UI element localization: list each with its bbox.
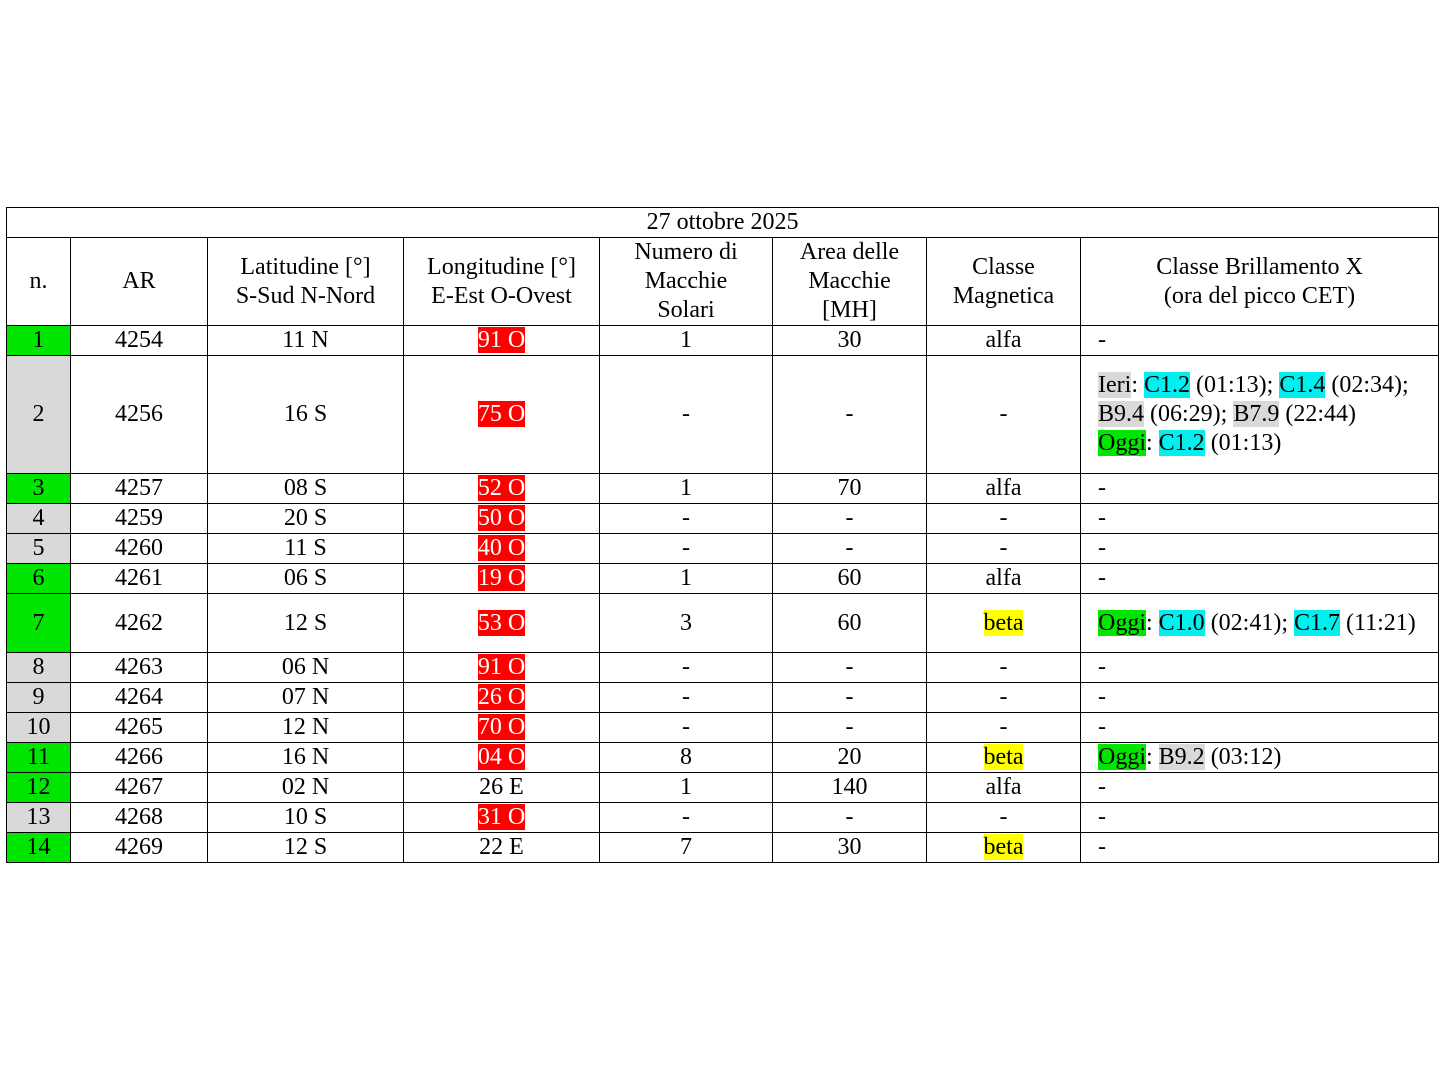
cell-spots xyxy=(600,833,773,863)
flare-line xyxy=(1098,743,1432,772)
cell-longitude-text: 19 O xyxy=(477,565,526,591)
flare-line xyxy=(1098,474,1432,503)
cell-area-text: 30 xyxy=(837,327,862,353)
flare-text: (22:44) xyxy=(1279,401,1357,427)
header-ar: AR xyxy=(71,238,208,326)
cell-area-text: 30 xyxy=(837,834,862,860)
cell-n-text: 1 xyxy=(32,327,45,353)
cell-longitude-text: 75 O xyxy=(477,401,526,427)
cell-area xyxy=(773,564,927,594)
cell-n xyxy=(7,773,71,803)
cell-longitude xyxy=(404,474,600,504)
cell-spots xyxy=(600,474,773,504)
cell-ar xyxy=(71,743,208,773)
cell-latitude-text: 20 S xyxy=(283,505,328,531)
cell-longitude-text: 26 O xyxy=(477,684,526,710)
cell-magnetic-class xyxy=(927,594,1081,653)
flare-highlight: B9.4 xyxy=(1098,401,1145,427)
cell-ar xyxy=(71,504,208,534)
table-row xyxy=(7,833,1439,863)
flare-text: (01:13) xyxy=(1204,430,1282,456)
flare-line xyxy=(1098,371,1432,429)
table-row xyxy=(7,743,1439,773)
cell-magnetic-class xyxy=(927,326,1081,356)
cell-area xyxy=(773,356,927,474)
cell-n xyxy=(7,474,71,504)
cell-n-text: 4 xyxy=(32,505,45,531)
cell-latitude-text: 11 S xyxy=(284,535,327,561)
cell-latitude xyxy=(208,534,404,564)
cell-area xyxy=(773,713,927,743)
cell-flares xyxy=(1081,833,1439,863)
header-longitude-line: Longitudine [°] xyxy=(427,253,576,280)
cell-magnetic-class-text: - xyxy=(999,684,1008,710)
cell-ar xyxy=(71,683,208,713)
table-row xyxy=(7,653,1439,683)
cell-latitude-text: 16 S xyxy=(283,401,328,427)
cell-area-text: - xyxy=(845,535,854,561)
cell-n-text: 7 xyxy=(32,609,45,636)
cell-longitude-text: 70 O xyxy=(477,714,526,740)
cell-latitude xyxy=(208,356,404,474)
flare-text: - xyxy=(1098,505,1106,531)
cell-spots-text: - xyxy=(682,804,690,830)
cell-spots-text: 1 xyxy=(680,475,692,501)
cell-n-text: 9 xyxy=(32,684,45,710)
cell-spots-text: 7 xyxy=(680,834,692,860)
cell-spots-text: 1 xyxy=(680,327,692,353)
cell-magnetic-class-text: - xyxy=(999,654,1008,680)
cell-latitude-text: 12 S xyxy=(283,609,328,636)
header-area-line: Area delle xyxy=(799,239,900,265)
header-spots-line: Solari xyxy=(657,297,715,323)
cell-area xyxy=(773,803,927,833)
header-flare-line: (ora del picco CET) xyxy=(1163,282,1356,309)
cell-ar-text: 4259 xyxy=(115,505,163,531)
cell-n xyxy=(7,326,71,356)
flare-line xyxy=(1098,773,1432,802)
cell-area-text: - xyxy=(845,401,854,427)
cell-longitude-text: 53 O xyxy=(477,609,526,636)
cell-latitude xyxy=(208,474,404,504)
header-magnetic-line: Classe xyxy=(972,253,1035,280)
cell-ar xyxy=(71,564,208,594)
header-area-line: [MH] xyxy=(822,297,877,323)
cell-latitude xyxy=(208,326,404,356)
cell-longitude-text: 50 O xyxy=(477,505,526,531)
cell-area-text: 60 xyxy=(837,565,862,591)
cell-spots-text: - xyxy=(682,401,690,427)
flare-line xyxy=(1098,504,1432,533)
cell-latitude xyxy=(208,713,404,743)
cell-area xyxy=(773,534,927,564)
cell-spots-text: 3 xyxy=(680,609,692,636)
cell-n xyxy=(7,683,71,713)
cell-magnetic-class-text: alfa xyxy=(985,475,1022,501)
cell-n xyxy=(7,534,71,564)
cell-flares xyxy=(1081,534,1439,564)
cell-flares xyxy=(1081,474,1439,504)
table-row xyxy=(7,474,1439,504)
header-longitude-line: E-Est O-Ovest xyxy=(431,282,572,309)
cell-ar-text: 4257 xyxy=(115,475,163,501)
flare-line xyxy=(1098,609,1432,638)
header-area xyxy=(773,238,927,326)
flare-line xyxy=(1098,653,1432,682)
cell-spots-text: 1 xyxy=(680,565,692,591)
cell-n xyxy=(7,833,71,863)
cell-ar xyxy=(71,713,208,743)
flare-text: : xyxy=(1131,372,1144,398)
flare-highlight: C1.0 xyxy=(1158,609,1205,636)
cell-n-text: 10 xyxy=(26,714,51,740)
cell-magnetic-class-text: alfa xyxy=(985,327,1022,353)
table-row xyxy=(7,594,1439,653)
cell-magnetic-class-text: alfa xyxy=(985,774,1022,800)
flare-text: (03:12) xyxy=(1204,744,1282,770)
cell-n-text: 14 xyxy=(26,834,51,860)
header-area-line: Macchie xyxy=(808,268,891,294)
cell-flares xyxy=(1081,743,1439,773)
cell-n-text: 13 xyxy=(26,804,51,830)
cell-magnetic-class xyxy=(927,474,1081,504)
cell-spots-text: 8 xyxy=(680,744,692,770)
header-spots xyxy=(600,238,773,326)
cell-ar xyxy=(71,474,208,504)
cell-latitude xyxy=(208,594,404,653)
cell-flares xyxy=(1081,713,1439,743)
table-row xyxy=(7,504,1439,534)
flare-text: - xyxy=(1098,654,1106,680)
header-latitude-line: S-Sud N-Nord xyxy=(235,282,376,309)
cell-spots xyxy=(600,743,773,773)
table-body xyxy=(7,326,1439,863)
cell-latitude-text: 11 N xyxy=(282,327,329,353)
cell-longitude xyxy=(404,504,600,534)
cell-n-text: 2 xyxy=(32,401,45,427)
cell-flares xyxy=(1081,653,1439,683)
cell-longitude xyxy=(404,653,600,683)
flare-highlight: C1.4 xyxy=(1279,372,1326,398)
table-title: 27 ottobre 2025 xyxy=(7,208,1439,238)
cell-spots-text: - xyxy=(682,535,690,561)
cell-n-text: 11 xyxy=(26,744,51,770)
cell-n xyxy=(7,803,71,833)
flare-highlight: Ieri xyxy=(1098,372,1132,398)
cell-longitude xyxy=(404,683,600,713)
cell-longitude xyxy=(404,594,600,653)
table-row xyxy=(7,326,1439,356)
cell-longitude-text: 91 O xyxy=(477,327,526,353)
header-latitude-line: Latitudine [°] xyxy=(240,253,371,280)
cell-ar-text: 4261 xyxy=(115,565,163,591)
cell-spots xyxy=(600,326,773,356)
cell-n-text: 12 xyxy=(26,774,51,800)
cell-spots-text: - xyxy=(682,714,690,740)
header-flare-class xyxy=(1081,238,1439,326)
flare-text: (06:29); xyxy=(1144,401,1234,427)
cell-n-text: 5 xyxy=(32,535,45,561)
cell-ar xyxy=(71,773,208,803)
flare-highlight: C1.2 xyxy=(1143,372,1190,398)
header-longitude xyxy=(404,238,600,326)
cell-spots xyxy=(600,683,773,713)
cell-ar xyxy=(71,803,208,833)
cell-area-text: 140 xyxy=(831,774,868,800)
cell-spots-text: - xyxy=(682,684,690,710)
flare-text: - xyxy=(1098,834,1106,860)
cell-spots xyxy=(600,713,773,743)
flare-highlight: Oggi xyxy=(1098,744,1146,770)
cell-spots xyxy=(600,356,773,474)
cell-area xyxy=(773,833,927,863)
cell-area xyxy=(773,504,927,534)
cell-magnetic-class xyxy=(927,653,1081,683)
cell-flares xyxy=(1081,564,1439,594)
cell-n xyxy=(7,594,71,653)
cell-area xyxy=(773,683,927,713)
cell-magnetic-class xyxy=(927,773,1081,803)
cell-latitude-text: 12 S xyxy=(283,834,328,860)
cell-ar-text: 4265 xyxy=(115,714,163,740)
cell-magnetic-class-text: - xyxy=(999,535,1008,561)
table-row xyxy=(7,803,1439,833)
cell-ar xyxy=(71,833,208,863)
cell-latitude-text: 06 N xyxy=(281,654,330,680)
flare-line xyxy=(1098,683,1432,712)
cell-longitude xyxy=(404,326,600,356)
flare-highlight: Oggi xyxy=(1098,430,1146,456)
cell-area-text: 20 xyxy=(837,744,862,770)
cell-longitude xyxy=(404,713,600,743)
cell-spots xyxy=(600,534,773,564)
header-magnetic-class xyxy=(927,238,1081,326)
flare-text: (02:41); xyxy=(1204,609,1295,636)
flare-line xyxy=(1098,713,1432,742)
cell-magnetic-class-text: alfa xyxy=(985,565,1022,591)
cell-spots xyxy=(600,564,773,594)
cell-longitude-text: 91 O xyxy=(477,654,526,680)
cell-latitude-text: 06 S xyxy=(283,565,328,591)
cell-ar-text: 4268 xyxy=(115,804,163,830)
table-row xyxy=(7,534,1439,564)
flare-line xyxy=(1098,833,1432,862)
cell-n xyxy=(7,743,71,773)
flare-text: - xyxy=(1098,774,1106,800)
header-spots-line: Numero di xyxy=(634,239,738,265)
cell-magnetic-class-text: beta xyxy=(983,834,1024,860)
cell-ar xyxy=(71,594,208,653)
cell-longitude xyxy=(404,564,600,594)
flare-text: - xyxy=(1098,684,1106,710)
cell-magnetic-class xyxy=(927,564,1081,594)
header-n: n. xyxy=(7,238,71,326)
header-magnetic-line: Magnetica xyxy=(952,282,1055,309)
table-row xyxy=(7,564,1439,594)
cell-spots-text: - xyxy=(682,654,690,680)
cell-latitude xyxy=(208,564,404,594)
flare-text: - xyxy=(1098,535,1106,561)
cell-longitude-text: 52 O xyxy=(477,475,526,501)
table-row xyxy=(7,356,1439,474)
flare-line xyxy=(1098,326,1432,355)
cell-area-text: 70 xyxy=(837,475,862,501)
header-latitude xyxy=(208,238,404,326)
cell-latitude xyxy=(208,743,404,773)
cell-area xyxy=(773,743,927,773)
cell-n xyxy=(7,564,71,594)
cell-n xyxy=(7,713,71,743)
cell-magnetic-class-text: - xyxy=(999,804,1008,830)
cell-ar-text: 4263 xyxy=(115,654,163,680)
flare-line xyxy=(1098,803,1432,832)
cell-n-text: 6 xyxy=(32,565,45,591)
cell-latitude-text: 16 N xyxy=(281,744,330,770)
cell-area xyxy=(773,326,927,356)
flare-highlight: C1.2 xyxy=(1158,430,1205,456)
flare-text: - xyxy=(1098,714,1106,740)
flare-text: (11:21) xyxy=(1340,609,1416,636)
cell-area-text: - xyxy=(845,714,854,740)
table-row xyxy=(7,773,1439,803)
cell-area-text: - xyxy=(845,505,854,531)
cell-magnetic-class xyxy=(927,683,1081,713)
flare-text: : xyxy=(1146,609,1159,636)
cell-magnetic-class xyxy=(927,743,1081,773)
cell-magnetic-class xyxy=(927,534,1081,564)
cell-latitude xyxy=(208,504,404,534)
cell-latitude-text: 08 S xyxy=(283,475,328,501)
cell-longitude-text: 22 E xyxy=(479,834,524,860)
flare-highlight: Oggi xyxy=(1098,609,1146,636)
cell-latitude-text: 12 N xyxy=(281,714,330,740)
flare-line xyxy=(1098,564,1432,593)
cell-n-text: 8 xyxy=(32,654,45,680)
cell-flares xyxy=(1081,683,1439,713)
cell-area xyxy=(773,474,927,504)
cell-area-text: - xyxy=(845,804,854,830)
cell-magnetic-class-text: - xyxy=(999,505,1008,531)
cell-ar xyxy=(71,356,208,474)
header-flare-line: Classe Brillamento X xyxy=(1156,253,1363,280)
cell-area-text: - xyxy=(845,684,854,710)
cell-spots xyxy=(600,594,773,653)
cell-spots xyxy=(600,653,773,683)
table-row xyxy=(7,683,1439,713)
cell-magnetic-class xyxy=(927,803,1081,833)
cell-area-text: - xyxy=(845,654,854,680)
cell-ar-text: 4260 xyxy=(115,535,163,561)
flare-line xyxy=(1098,429,1432,458)
cell-magnetic-class-text: beta xyxy=(983,609,1024,636)
cell-spots xyxy=(600,773,773,803)
cell-ar xyxy=(71,653,208,683)
cell-magnetic-class-text: - xyxy=(999,401,1008,427)
flare-text: - xyxy=(1098,565,1106,591)
cell-ar-text: 4264 xyxy=(115,684,163,710)
cell-flares xyxy=(1081,773,1439,803)
cell-longitude-text: 31 O xyxy=(477,804,526,830)
cell-longitude xyxy=(404,773,600,803)
cell-flares xyxy=(1081,803,1439,833)
cell-magnetic-class-text: - xyxy=(999,714,1008,740)
cell-magnetic-class xyxy=(927,356,1081,474)
cell-ar xyxy=(71,326,208,356)
cell-ar-text: 4254 xyxy=(115,327,163,353)
cell-magnetic-class xyxy=(927,713,1081,743)
cell-flares xyxy=(1081,356,1439,474)
cell-magnetic-class-text: beta xyxy=(983,744,1024,770)
cell-latitude-text: 07 N xyxy=(281,684,330,710)
cell-ar-text: 4262 xyxy=(115,609,163,636)
cell-n-text: 3 xyxy=(32,475,45,501)
flare-text: (02:34); xyxy=(1325,372,1409,398)
cell-latitude-text: 02 N xyxy=(281,774,330,800)
cell-magnetic-class xyxy=(927,504,1081,534)
cell-n xyxy=(7,653,71,683)
cell-longitude xyxy=(404,833,600,863)
cell-ar-text: 4269 xyxy=(115,834,163,860)
cell-longitude xyxy=(404,356,600,474)
cell-n xyxy=(7,504,71,534)
cell-ar-text: 4266 xyxy=(115,744,163,770)
cell-longitude-text: 04 O xyxy=(477,744,526,770)
flare-highlight: C1.7 xyxy=(1294,609,1341,636)
cell-longitude xyxy=(404,743,600,773)
cell-magnetic-class xyxy=(927,833,1081,863)
flare-text: : xyxy=(1146,430,1159,456)
cell-spots-text: - xyxy=(682,505,690,531)
cell-spots-text: 1 xyxy=(680,774,692,800)
cell-spots xyxy=(600,504,773,534)
cell-longitude-text: 40 O xyxy=(477,535,526,561)
cell-latitude-text: 10 S xyxy=(283,804,328,830)
cell-flares xyxy=(1081,504,1439,534)
cell-latitude xyxy=(208,803,404,833)
cell-area xyxy=(773,594,927,653)
cell-area-text: 60 xyxy=(837,609,862,636)
cell-flares xyxy=(1081,594,1439,653)
flare-text: - xyxy=(1098,475,1106,501)
sunspot-table xyxy=(6,207,1439,863)
cell-ar xyxy=(71,534,208,564)
cell-latitude xyxy=(208,683,404,713)
flare-text: - xyxy=(1098,327,1106,353)
cell-longitude xyxy=(404,803,600,833)
cell-latitude xyxy=(208,653,404,683)
cell-longitude-text: 26 E xyxy=(479,774,524,800)
cell-flares xyxy=(1081,326,1439,356)
table-row xyxy=(7,713,1439,743)
flare-text: - xyxy=(1098,804,1106,830)
cell-area xyxy=(773,653,927,683)
flare-line xyxy=(1098,534,1432,563)
cell-n xyxy=(7,356,71,474)
flare-text: (01:13); xyxy=(1190,372,1280,398)
flare-highlight: B7.9 xyxy=(1233,401,1280,427)
header-spots-line: Macchie xyxy=(644,268,728,294)
cell-area xyxy=(773,773,927,803)
cell-latitude xyxy=(208,833,404,863)
flare-text: : xyxy=(1146,744,1159,770)
cell-ar-text: 4267 xyxy=(115,774,163,800)
cell-spots xyxy=(600,803,773,833)
cell-ar-text: 4256 xyxy=(115,401,163,427)
flare-highlight: B9.2 xyxy=(1158,744,1205,770)
cell-longitude xyxy=(404,534,600,564)
cell-latitude xyxy=(208,773,404,803)
